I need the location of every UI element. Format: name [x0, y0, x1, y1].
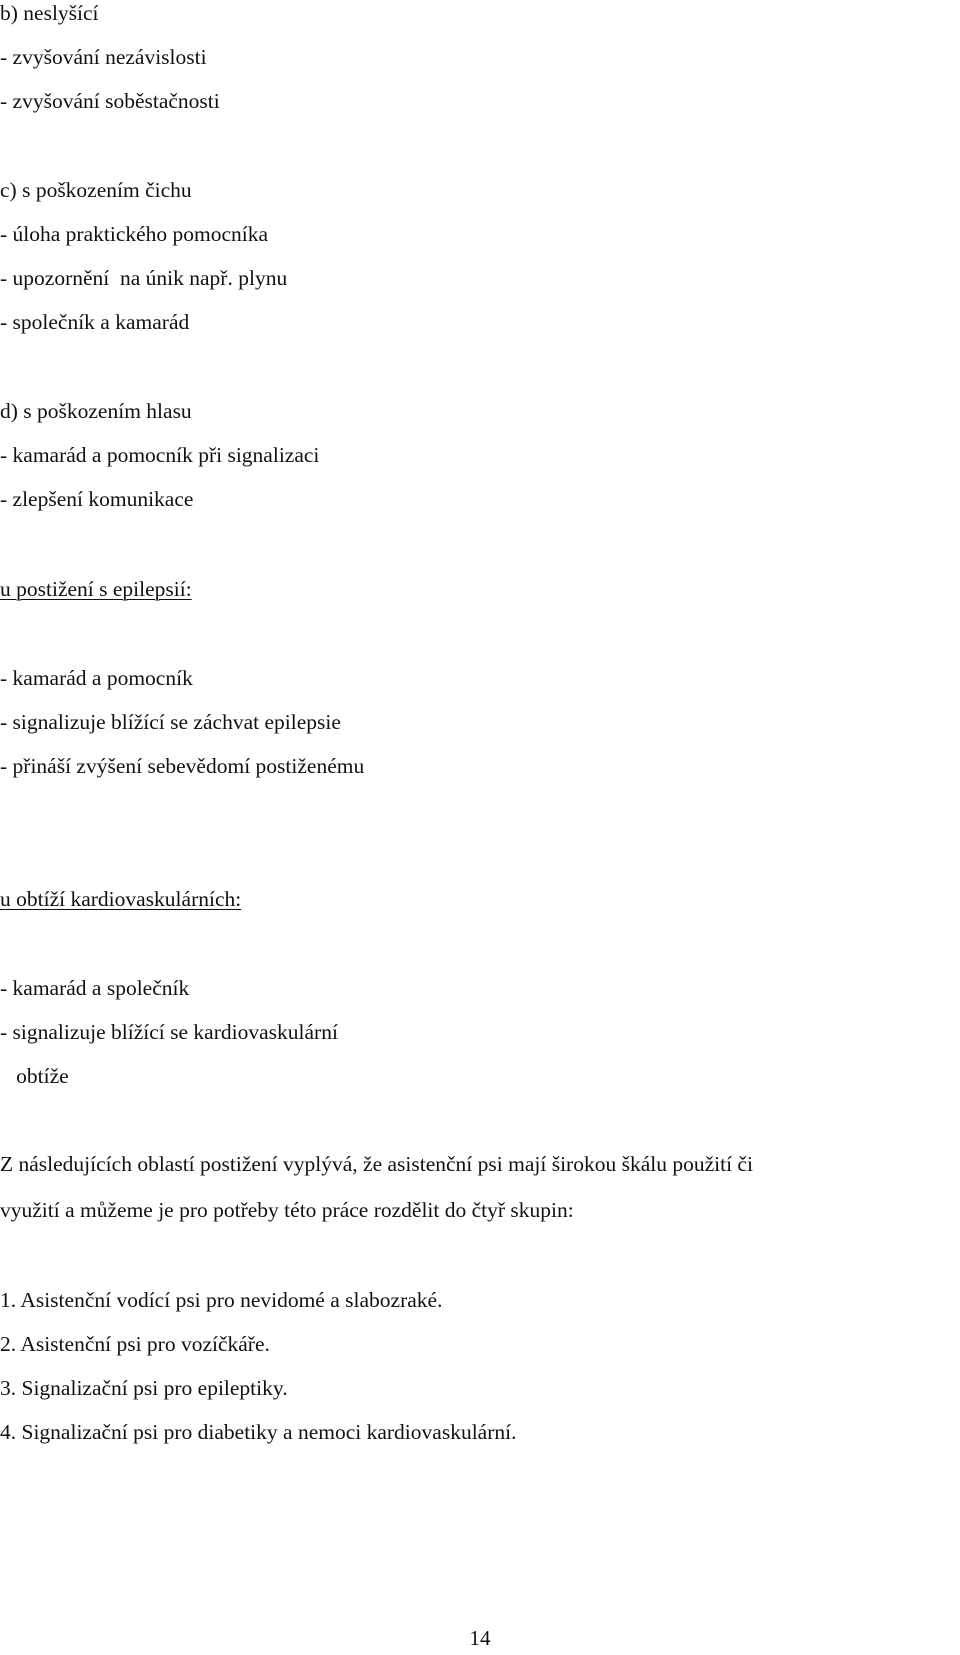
- group-list-item: 1. Asistenční vodící psi pro nevidomé a slabozraké.: [0, 1288, 443, 1312]
- section-cardio-item: - kamarád a společník: [0, 976, 190, 1000]
- section-smell-item: - upozornění na únik např. plynu: [0, 266, 288, 290]
- section-voice-item: - kamarád a pomocník při signalizaci: [0, 443, 320, 467]
- summary-line: Z následujících oblastí postižení vyplývá, že asistenční psi mají širokou škálu použití či: [0, 1152, 753, 1176]
- section-epilepsy-item: - přináší zvýšení sebevědomí postiženému: [0, 754, 365, 778]
- group-list-item: 4. Signalizační psi pro diabetiky a nemoci kardiovaskulární.: [0, 1420, 517, 1444]
- section-smell-item: - společník a kamarád: [0, 310, 190, 334]
- summary-line: využití a můžeme je pro potřeby této práce rozdělit do čtyř skupin:: [0, 1198, 574, 1222]
- page-number: 14: [469, 1626, 491, 1650]
- section-voice-item: - zlepšení komunikace: [0, 487, 194, 511]
- section-voice-heading: d) s poškozením hlasu: [0, 399, 192, 423]
- section-deaf-item: - zvyšování nezávislosti: [0, 45, 207, 69]
- group-list-item: 3. Signalizační psi pro epileptiky.: [0, 1376, 288, 1400]
- section-epilepsy-heading: u postižení s epilepsií:: [0, 577, 192, 601]
- section-cardio-item: - signalizuje blížící se kardiovaskulární: [0, 1020, 338, 1044]
- section-deaf-heading: b) neslyšící: [0, 1, 99, 25]
- section-smell-item: - úloha praktického pomocníka: [0, 222, 269, 246]
- group-list-item: 2. Asistenční psi pro vozíčkáře.: [0, 1332, 270, 1356]
- section-deaf-item: - zvyšování soběstačnosti: [0, 89, 220, 113]
- section-cardio-heading: u obtíží kardiovaskulárních:: [0, 887, 242, 911]
- section-smell-heading: c) s poškozením čichu: [0, 178, 192, 202]
- section-epilepsy-item: - kamarád a pomocník: [0, 666, 193, 690]
- section-cardio-item: obtíže: [0, 1064, 69, 1088]
- section-epilepsy-item: - signalizuje blížící se záchvat epilepsie: [0, 710, 341, 734]
